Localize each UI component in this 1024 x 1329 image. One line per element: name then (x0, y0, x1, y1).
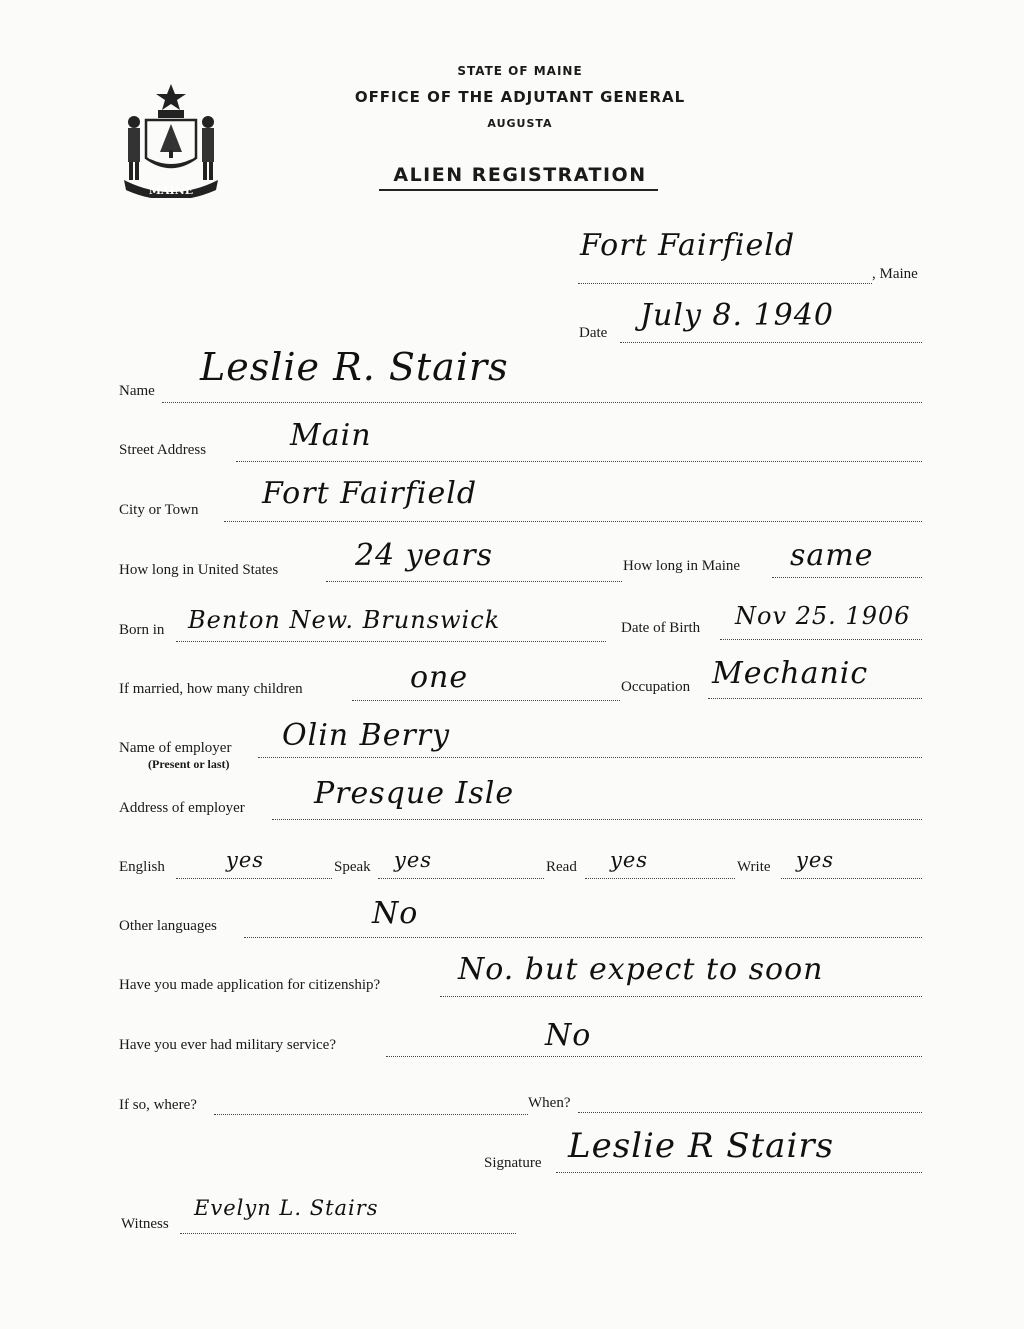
english-label: English (119, 859, 165, 875)
english-dotted-line (176, 878, 332, 879)
name-value: Leslie R. Stairs (200, 345, 509, 389)
employer-address-dotted-line (272, 819, 922, 820)
date-of-birth-label: Date of Birth (621, 620, 701, 636)
town-value: Fort Fairfield (580, 228, 796, 263)
employer-dotted-line (258, 757, 922, 758)
witness-value: Evelyn L. Stairs (194, 1196, 379, 1220)
header-office: OFFICE OF THE ADJUTANT GENERAL (354, 88, 686, 106)
if-so-where-dotted-line (214, 1114, 528, 1115)
date-label: Date (579, 325, 608, 341)
how-long-maine-dotted-line (772, 577, 922, 578)
born-in-label: Born in (119, 622, 165, 638)
header-city: AUGUSTA (487, 117, 553, 130)
born-in-value: Benton New. Brunswick (188, 606, 501, 634)
town-dotted-line (578, 283, 872, 284)
children-value: one (410, 660, 469, 695)
date-of-birth-dotted-line (720, 639, 922, 640)
how-long-us-value: 24 years (355, 538, 494, 573)
street-address-dotted-line (236, 461, 922, 462)
write-dotted-line (781, 878, 922, 879)
occupation-dotted-line (708, 698, 922, 699)
svg-text:MAINE: MAINE (148, 184, 194, 197)
english-value: yes (226, 848, 265, 872)
signature-label: Signature (484, 1155, 542, 1171)
title-underline (379, 189, 658, 191)
military-label: Have you ever had military service? (119, 1037, 336, 1053)
street-address-value: Main (290, 418, 372, 453)
signature-dotted-line (556, 1172, 922, 1173)
city-value: Fort Fairfield (262, 476, 478, 511)
employer-address-label: Address of employer (119, 800, 245, 816)
date-value: July 8. 1940 (640, 298, 834, 333)
write-value: yes (796, 848, 835, 872)
how-long-maine-value: same (790, 538, 874, 573)
other-languages-value: No (372, 896, 419, 931)
children-dotted-line (352, 700, 620, 701)
name-label: Name (119, 383, 155, 399)
write-label: Write (737, 859, 771, 875)
date-dotted-line (620, 342, 922, 343)
speak-dotted-line (378, 878, 544, 879)
city-dotted-line (224, 521, 922, 522)
witness-dotted-line (180, 1233, 516, 1234)
military-value: No (545, 1018, 592, 1053)
when-dotted-line (578, 1112, 922, 1113)
other-languages-dotted-line (244, 937, 922, 938)
employer-value: Olin Berry (282, 718, 451, 753)
form-title: ALIEN REGISTRATION (393, 164, 647, 186)
employer-label: Name of employer (119, 740, 232, 756)
name-dotted-line (162, 402, 922, 403)
read-dotted-line (585, 878, 735, 879)
occupation-value: Mechanic (712, 656, 869, 691)
maine-label: , Maine (872, 266, 918, 282)
citizenship-value: No. but expect to soon (458, 952, 824, 987)
military-dotted-line (386, 1056, 922, 1057)
if-so-where-label: If so, where? (119, 1097, 197, 1113)
how-long-maine-label: How long in Maine (623, 558, 741, 574)
street-address-label: Street Address (119, 442, 207, 458)
when-label: When? (528, 1095, 571, 1111)
other-languages-label: Other languages (119, 918, 217, 934)
children-label: If married, how many children (119, 681, 303, 697)
signature-value: Leslie R Stairs (568, 1126, 835, 1166)
how-long-us-dotted-line (326, 581, 622, 582)
witness-label: Witness (121, 1216, 169, 1232)
city-label: City or Town (119, 502, 199, 518)
employer-sublabel: (Present or last) (148, 757, 230, 771)
citizenship-label: Have you made application for citizenship? (119, 977, 381, 993)
header-state: STATE OF MAINE (457, 64, 583, 78)
citizenship-dotted-line (440, 996, 922, 997)
read-label: Read (546, 859, 577, 875)
speak-value: yes (394, 848, 433, 872)
speak-label: Speak (334, 859, 371, 875)
occupation-label: Occupation (621, 679, 691, 695)
how-long-us-label: How long in United States (119, 562, 279, 578)
born-in-dotted-line (176, 641, 606, 642)
read-value: yes (610, 848, 649, 872)
date-of-birth-value: Nov 25. 1906 (735, 602, 911, 630)
employer-address-value: Presque Isle (314, 776, 515, 811)
